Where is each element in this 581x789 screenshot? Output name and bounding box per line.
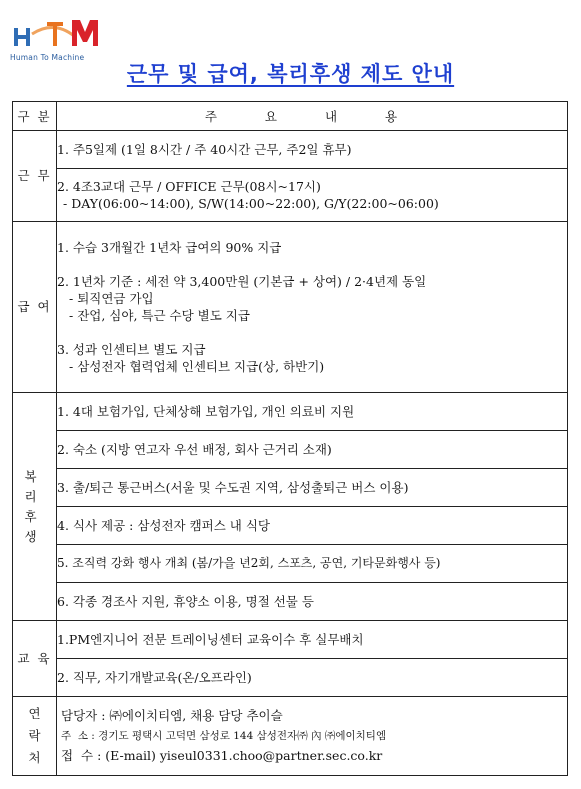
welfare-item-3-line: 3. 출/퇴근 통근버스(서울 및 수도권 지역, 삼성출퇴근 버스 이용) (57, 480, 409, 495)
pay-item-2: 2. 1년차 기준 : 세전 약 3,400만원 (기본급 + 상여) / 2·4년제 동일 (57, 274, 427, 289)
section-contact-row (13, 697, 568, 776)
section-category-work: 근 무 (13, 131, 57, 222)
pay-item-1: 1. 수습 3개월간 1년차 급여의 90% 지급 (57, 240, 282, 255)
section-pay-row (13, 222, 568, 393)
pay-item-3: 3. 성과 인센티브 별도 지급 (57, 342, 206, 357)
work-item-1-line-1: 1. 주5일제 (1일 8시간 / 주 40시간 근무, 주2일 휴무) (57, 142, 352, 157)
pay-item-2-sub-1: - 퇴직연금 가입 (69, 291, 154, 306)
table-header-row (13, 102, 568, 131)
section-category-welfare (13, 393, 57, 621)
contact-category-label: 연 락 처 (28, 706, 41, 765)
section-work-row-1 (13, 131, 568, 169)
education-item-1 (57, 621, 568, 659)
page-title: 근무 및 급여, 복리후생 제도 안내 (126, 62, 455, 86)
education-item-2-line: 2. 직무, 자기개발교육(온/오프라인) (57, 670, 252, 685)
welfare-item-6 (57, 583, 568, 621)
logo-tagline: Human To Machine (10, 53, 85, 62)
education-item-1-line: 1.PM엔지니어 전문 트레이닝센터 교육이수 후 실무배치 (57, 632, 364, 647)
section-welfare-row-6 (13, 583, 568, 621)
header-category: 구 분 (13, 102, 57, 131)
section-welfare-row-2 (13, 431, 568, 469)
work-item-2-line-2: - DAY(06:00~14:00), S/W(14:00~22:00), G/Y(22:00~06:00) (63, 196, 439, 211)
welfare-item-5 (57, 545, 568, 583)
section-category-contact (13, 697, 57, 776)
welfare-item-1 (57, 393, 568, 431)
section-category-pay: 급 여 (13, 222, 57, 393)
welfare-item-5-line: 5. 조직력 강화 행사 개최 (봄/가을 년2회, 스포츠, 공연, 기타문화행사 등) (57, 556, 441, 570)
section-education-row-2 (13, 659, 568, 697)
pay-items (57, 222, 568, 393)
section-welfare-row-4 (13, 507, 568, 545)
education-item-2 (57, 659, 568, 697)
pay-item-2-sub-2: - 잔업, 심야, 특근 수당 별도 지급 (69, 308, 250, 323)
welfare-item-2 (57, 431, 568, 469)
work-item-1 (57, 131, 568, 169)
welfare-item-1-line: 1. 4대 보험가입, 단체상해 보험가입, 개인 의료비 지원 (57, 404, 355, 419)
work-item-2 (57, 169, 568, 222)
contact-info (57, 697, 568, 776)
section-education-row-1 (13, 621, 568, 659)
section-welfare-row-1 (13, 393, 568, 431)
section-work-row-2 (13, 169, 568, 222)
welfare-item-3 (57, 469, 568, 507)
welfare-item-2-line: 2. 숙소 (지방 연고자 우선 배정, 회사 근거리 소재) (57, 442, 332, 457)
contact-email: 접 수 : (E-mail) yiseul0331.choo@partner.sec.co.kr (61, 748, 383, 763)
welfare-item-6-line: 6. 각종 경조사 지원, 휴양소 이용, 명절 선물 등 (57, 594, 314, 609)
pay-item-3-sub-1: - 삼성전자 협력업체 인센티브 지급(상, 하반기) (69, 359, 325, 374)
benefits-table (12, 101, 568, 776)
welfare-item-4-line: 4. 식사 제공 : 삼성전자 캠퍼스 내 식당 (57, 518, 271, 533)
welfare-category-label: 복 리 후 생 (24, 468, 45, 544)
contact-manager: 담당자 : ㈜에이치티엠, 채용 담당 추이슬 (61, 708, 283, 723)
section-welfare-row-3 (13, 469, 568, 507)
welfare-item-4 (57, 507, 568, 545)
work-item-2-line-1: 2. 4조3교대 근무 / OFFICE 근무(08시~17시) (57, 179, 321, 194)
header-content: 주 요 내 용 (57, 102, 568, 131)
section-category-education: 교 육 (13, 621, 57, 697)
contact-address: 주 소 : 경기도 평택시 고덕면 삼성로 144 삼성전자㈜ 內 ㈜에이치티엠 (61, 730, 387, 742)
section-welfare-row-5 (13, 545, 568, 583)
htm-logo-mark (10, 12, 105, 54)
